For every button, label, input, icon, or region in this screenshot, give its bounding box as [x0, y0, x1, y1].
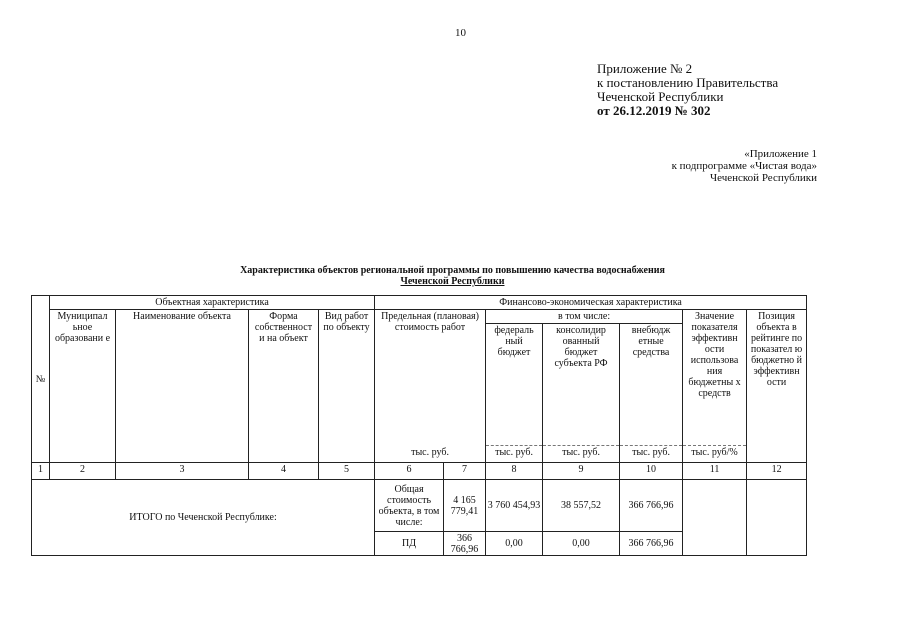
pd-row-extrabudget: 366 766,96 — [620, 532, 683, 556]
appendix-1-line1: «Приложение 1 — [744, 148, 817, 160]
index-cell: 3 — [116, 463, 249, 480]
appendix-2-header — [597, 62, 778, 118]
appendix-2-line4: от 26.12.2019 № 302 — [597, 103, 711, 118]
appendix-1-header — [672, 148, 817, 184]
table-title-line1: Характеристика объектов региональной программы по повышению качества водоснабжения — [240, 265, 665, 276]
header-rank: Позиция объекта в рейтинге по показател ю бюджетно й эффективн ости — [747, 310, 807, 463]
index-cell: 4 — [249, 463, 319, 480]
header-object-group: Объектная характеристика — [50, 296, 375, 310]
appendix-2-line2: к постановлению Правительства — [597, 75, 779, 90]
total-row-cost: 4 165 779,41 — [444, 480, 486, 532]
unit-cost: тыс. руб. — [375, 446, 486, 463]
index-cell: 1 — [32, 463, 50, 480]
header-consolidated: консолидир ованный бюджет субъекта РФ — [543, 324, 620, 446]
pd-row-consolidated: 0,00 — [543, 532, 620, 556]
pd-row-federal: 0,00 — [486, 532, 543, 556]
appendix-1-line3: Чеченской Республики — [709, 172, 817, 184]
index-cell: 5 — [319, 463, 375, 480]
header-including: в том числе: — [486, 310, 683, 324]
total-row-extrabudget: 366 766,96 — [620, 480, 683, 532]
total-label: ИТОГО по Чеченской Республике: — [32, 480, 375, 556]
index-cell: 9 — [543, 463, 620, 480]
header-work-type: Вид работ по объекту — [319, 310, 375, 446]
index-cell: 12 — [747, 463, 807, 480]
total-row-label: Общая стоимость объекта, в том числе: — [375, 480, 444, 532]
header-extrabudget: внебюдж етные средства — [620, 324, 683, 446]
index-cell: 8 — [486, 463, 543, 480]
appendix-1-line2: к подпрограмме «Чистая вода» — [671, 160, 817, 172]
total-row-consolidated: 38 557,52 — [543, 480, 620, 532]
header-ownership: Форма собственност и на объект — [249, 310, 319, 446]
header-num: № — [32, 296, 50, 463]
pd-row-label: ПД — [375, 532, 444, 556]
unit-extrabudget: тыс. руб. — [620, 446, 683, 463]
index-cell: 6 — [375, 463, 444, 480]
index-cell: 10 — [620, 463, 683, 480]
table-title-line2: Чеченской Республики — [400, 276, 505, 287]
index-cell: 11 — [683, 463, 747, 480]
unit-federal: тыс. руб. — [486, 446, 543, 463]
page-number: 10 — [455, 27, 466, 39]
index-cell: 2 — [50, 463, 116, 480]
header-finance-group: Финансово-экономическая характеристика — [375, 296, 807, 310]
objects-table — [31, 295, 807, 556]
total-row-federal: 3 760 454,93 — [486, 480, 543, 532]
appendix-2-line1: Приложение № 2 — [597, 61, 693, 76]
header-object-name: Наименование объекта — [116, 310, 249, 446]
unit-efficiency: тыс. руб/% — [683, 446, 747, 463]
unit-consolidated: тыс. руб. — [543, 446, 620, 463]
header-federal: федераль ный бюджет — [486, 324, 543, 446]
appendix-2-line3: Чеченской Республики — [597, 89, 724, 104]
index-cell: 7 — [444, 463, 486, 480]
table-title — [0, 265, 905, 287]
header-municipality: Муниципал ьное образовани е — [50, 310, 116, 446]
header-efficiency: Значение показателя эффективн ости использова ния бюджетны х средств — [683, 310, 747, 446]
pd-row-cost: 366 766,96 — [444, 532, 486, 556]
header-cost: Предельная (плановая) стоимость работ — [375, 310, 486, 446]
